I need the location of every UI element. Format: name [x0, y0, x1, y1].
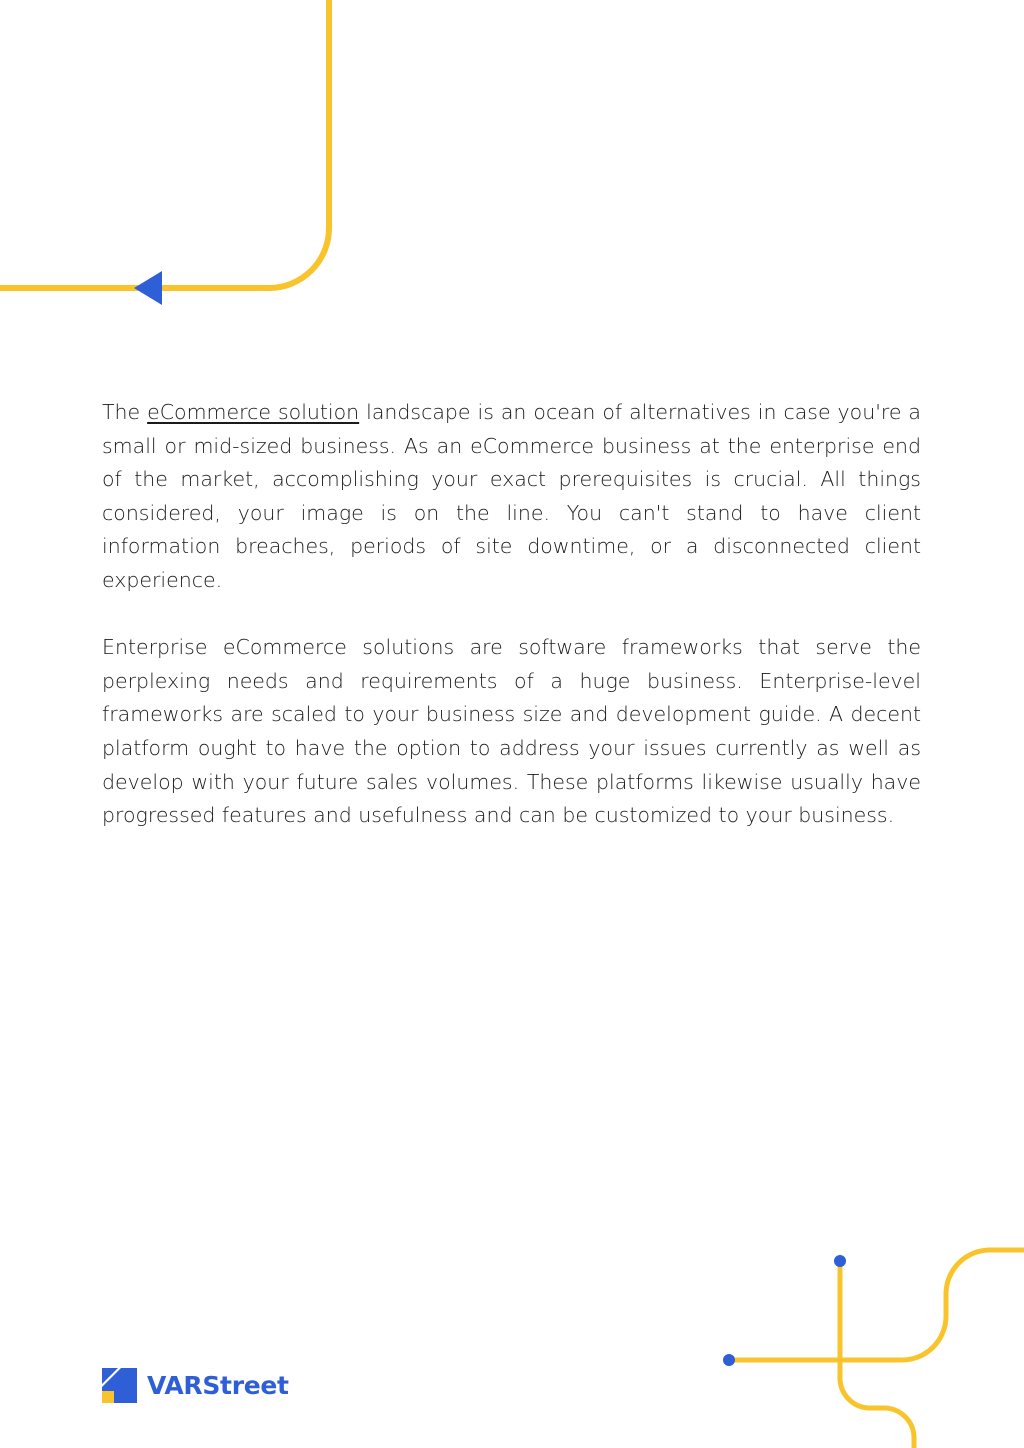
paragraph-1-text: landscape is an ocean of alternatives in case you're a small or mid-sized business. As an eCommerce business at the enterprise end of the market, accomplishing your exact prerequisites is crucial. All things considered, your image is on the line. You can't stand to have client information breaches, periods of site downtime, or a disconnected client experience. [102, 400, 921, 592]
varstreet-logo-icon [102, 1368, 137, 1403]
ecommerce-solution-link[interactable]: eCommerce solution [147, 400, 360, 424]
top-corner-line [0, 0, 329, 288]
bottom-vertical-line [840, 1262, 914, 1448]
paragraph-2: Enterprise eCommerce solutions are software frameworks that serve the perplexing needs and requirements of a huge business. Enterprise-level frameworks are scaled to your business size and development guide. A decent platform ought to have the option to address your issues currently as well as develop with your future sales volumes. These platforms likewise usually have progressed features and usefulness and can be customized to your business. [102, 635, 921, 828]
node-dot-left [723, 1354, 735, 1366]
bottom-right-curve [730, 1250, 1024, 1360]
node-dot-top [834, 1255, 846, 1267]
left-triangle-arrow-icon [134, 271, 162, 305]
varstreet-logo [102, 1366, 289, 1404]
paragraph-1 [102, 396, 921, 598]
logo-text: VARStreet [147, 1370, 289, 1400]
paragraph-1-prefix: The [102, 400, 148, 424]
article-body [102, 396, 921, 866]
